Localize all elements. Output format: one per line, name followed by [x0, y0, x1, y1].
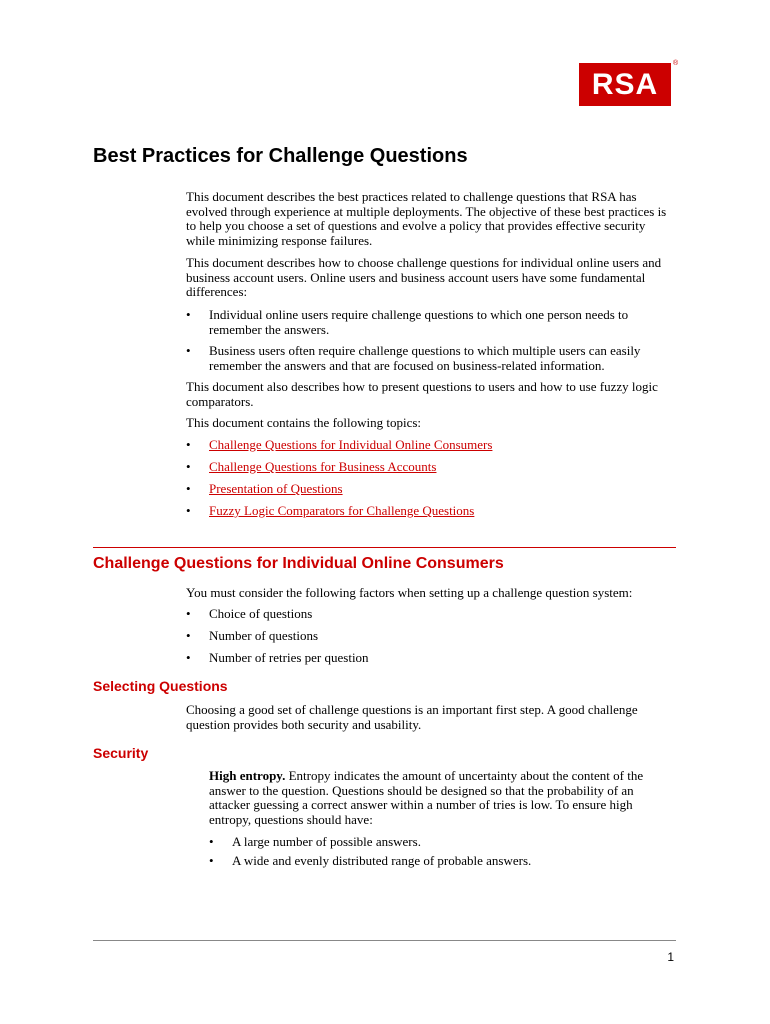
topic-link-individual-consumers[interactable]: Challenge Questions for Individual Online Consumers — [209, 437, 493, 452]
intro-paragraph-3: This document also describes how to present questions to users and how to use fuzzy logic comparators. — [186, 379, 658, 409]
topic-link-business-accounts[interactable]: Challenge Questions for Business Accounts — [209, 459, 437, 474]
bullet-glyph: • — [186, 503, 191, 518]
list-item-text: Choice of questions — [209, 606, 313, 621]
list-item-text: A large number of possible answers. — [232, 834, 421, 849]
topic-link-fuzzy-logic[interactable]: Fuzzy Logic Comparators for Challenge Questions — [209, 503, 475, 518]
rsa-logo — [579, 63, 671, 106]
bullet-glyph: • — [186, 628, 191, 643]
document-title: Best Practices for Challenge Questions — [93, 145, 468, 167]
logo-text: RSA — [591, 68, 659, 101]
list-item-text: A wide and evenly distributed range of probable answers. — [232, 853, 532, 868]
intro-paragraph-4: This document contains the following topics: — [186, 415, 422, 430]
list-item-text: Individual online users require challenge questions to which one person needs to remember the answers. — [209, 307, 629, 337]
page-number: 1 — [667, 950, 674, 964]
section-divider — [93, 547, 676, 548]
bullet-glyph: • — [186, 481, 191, 496]
bullet-glyph: • — [209, 853, 214, 868]
bullet-glyph: • — [186, 606, 191, 621]
section-paragraph: You must consider the following factors when setting up a challenge question system: — [186, 585, 633, 600]
bullet-glyph: • — [186, 343, 191, 358]
topic-link-presentation[interactable]: Presentation of Questions — [209, 481, 343, 496]
section-heading: Challenge Questions for Individual Online Consumers — [93, 555, 504, 572]
security-text: Entropy indicates the amount of uncertainty about the content of the answer to the question. Questions should be designed so that the probability of an attacker guessing a correct answer within a number of tries is low. To ensure high entropy, questions should have: — [209, 768, 644, 827]
bullet-glyph: • — [186, 459, 191, 474]
subsection-heading-selecting: Selecting Questions — [93, 678, 228, 694]
bullet-glyph: • — [186, 650, 191, 665]
registered-mark: ® — [673, 60, 679, 67]
intro-paragraph-2: This document describes how to choose challenge questions for individual online users and business account users. Online users and business account users have some fundamental differences: — [186, 255, 662, 300]
subsection-heading-security: Security — [93, 745, 149, 761]
list-item-text: Number of questions — [209, 628, 319, 643]
bullet-glyph: • — [186, 437, 191, 452]
selecting-paragraph: Choosing a good set of challenge questions is an important first step. A good challenge question provides both security and usability. — [186, 702, 638, 732]
security-paragraph — [209, 769, 676, 827]
list-item-text: Business users often require challenge questions to which multiple users can easily remember the answers and that are focused on business-related information. — [209, 343, 641, 373]
security-lead: High entropy. — [209, 768, 286, 783]
bullet-glyph: • — [186, 307, 191, 322]
intro-paragraph-1: This document describes the best practices related to challenge questions that RSA has evolved through experience at multiple deployments. The objective of these best practices is to help you choose a set of questions and evolve a policy that provides effective security while minimizing response failures. — [186, 189, 667, 248]
footer-divider — [93, 940, 676, 941]
list-item-text: Number of retries per question — [209, 650, 369, 665]
bullet-glyph: • — [209, 834, 214, 849]
